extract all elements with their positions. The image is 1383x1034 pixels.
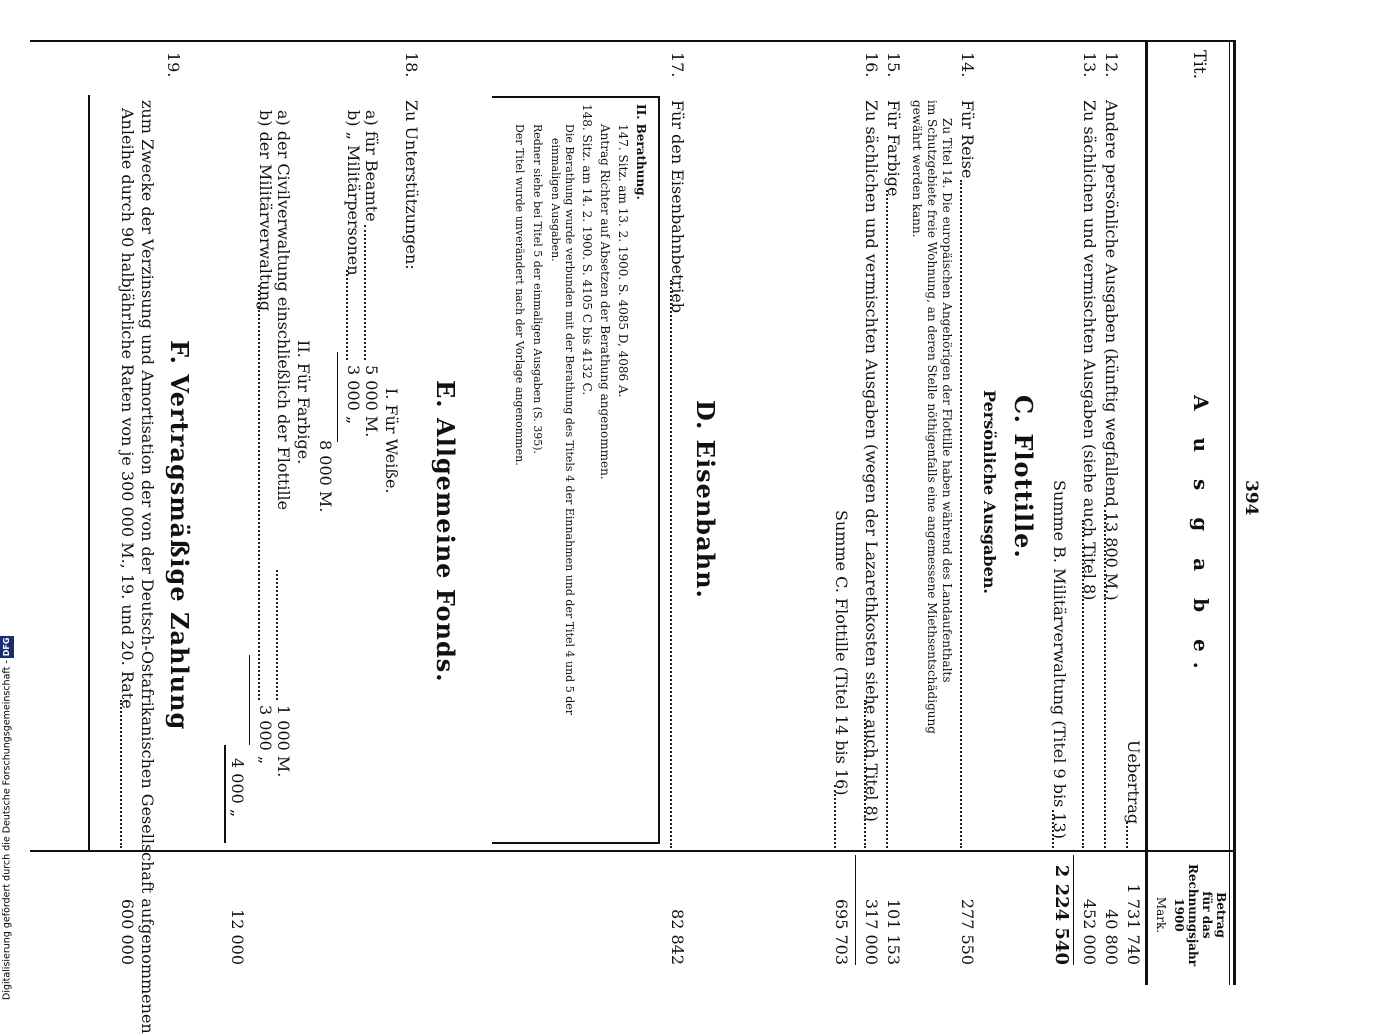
entry-14-text: Für Reise (958, 100, 977, 179)
leader-dots (834, 785, 836, 848)
entry-17-text: Für den Eisenbahnbetrieb (668, 100, 687, 314)
entry-18-d-label: b) der Militärverwaltung (256, 110, 275, 312)
col-header-tit: Tit. (1189, 50, 1209, 80)
leader-dots (276, 570, 278, 700)
uebertrag-value: 1 731 740 (1124, 883, 1143, 965)
leader-dots (258, 285, 260, 700)
entry-16-value: 317 000 (862, 898, 881, 965)
sum-b-text: Summe B. Militärverwaltung (Titel 9 bis 13) (1050, 480, 1069, 839)
bottom-rule (88, 95, 90, 850)
entry-18-a-value: 5 000 M. (362, 365, 381, 438)
leader-dots (1082, 520, 1084, 848)
sum-b-value: 2 224 540 (1051, 864, 1072, 965)
entry-18-number: 18. (402, 52, 421, 78)
entry-14-note-3: gewährt werden kann. (910, 100, 924, 238)
top-border (1233, 40, 1236, 985)
col-header-amount-1: Betrag (1214, 892, 1228, 938)
section-d-title: D. Eisenbahn. (691, 400, 720, 599)
entry-13-value: 452 000 (1080, 898, 1099, 965)
section-f-title: F. Vertragsmäßige Zahlung (165, 340, 194, 731)
entry-12-value: 40 800 (1102, 909, 1121, 965)
leader-dots (1126, 822, 1128, 848)
entry-18-a-label: a) für Beamte (362, 110, 381, 222)
uebertrag-label: Uebertrag (1124, 740, 1143, 825)
section-c-subtitle: Persönliche Ausgaben. (980, 390, 999, 594)
entry-18-group-1-sum: 8 000 M. (316, 440, 335, 513)
deliberation-line-4: Die Berathung wurde verbunden mit der Berathung des Titels 4 der Einnahmen und der Titel 4 und 5 der (563, 124, 576, 716)
entry-17-value: 82 842 (668, 909, 687, 965)
section-e-title: E. Allgemeine Fonds. (431, 380, 460, 683)
entry-18-b-label: b) „ Militärpersonen (344, 110, 363, 276)
entry-15-value: 101 153 (884, 898, 903, 965)
leader-dots (364, 225, 366, 360)
col-header-amount-3: Rechnungsjahr (1186, 863, 1200, 967)
col-header-ausgabe: A u s g a b e. (1189, 395, 1213, 679)
tit-column-rule (30, 40, 1236, 42)
col-header-amount-2: für das (1200, 891, 1214, 939)
top-border-thin (1229, 40, 1230, 985)
group-1-rule (337, 352, 338, 442)
leader-dots (670, 280, 672, 848)
amount-column-rule (30, 850, 1236, 852)
deliberation-line-5: einmaligen Ausgaben. (549, 138, 562, 262)
entry-19-text-1: zum Zwecke der Verzinsung und Amortisation der von der Deutsch-Ostafrikanischen Gesellschaft aufgenommenen (138, 100, 157, 1034)
entry-15-text: Für Farbige (884, 100, 903, 197)
deliberation-line-1: 147. Sitz. am 13. 2. 1900. S. 4085 D, 4086 A. (616, 124, 630, 398)
deliberation-line-2: Antrag Richter auf Absetzen der Berathung angenommen. (598, 124, 612, 480)
credit-text: Digitalisierung gefördert durch die Deutsche Forschungsgemeinschaft - (1, 660, 13, 1000)
dfg-logo: DFG (0, 636, 14, 659)
group-2-rule (249, 655, 250, 745)
leader-dots (864, 700, 866, 848)
sum-c-text: Summe C. Flottille (Titel 14 bis 16) (832, 510, 851, 796)
sum-c-rule (855, 855, 856, 965)
page-number: 394 (1241, 480, 1261, 516)
deliberation-line-6: Redner siehe bei Titel 5 der einmaligen Ausgaben (S. 395). (531, 124, 544, 454)
rotated-document-page (30, 0, 1280, 1034)
entry-18-d-value: 3 000 „ (256, 705, 275, 765)
section-c-title: C. Flottille. (1009, 395, 1038, 559)
entry-13-text: Zu sächlichen und vermischten Ausgaben (siehe auch Titel 8) (1080, 100, 1099, 601)
entry-13-number: 13. (1080, 52, 1099, 78)
leader-dots (960, 180, 962, 848)
leader-dots (1104, 505, 1106, 848)
entry-14-value: 277 550 (958, 898, 977, 965)
entry-15-number: 15. (884, 52, 903, 78)
entry-12-number: 12. (1102, 52, 1121, 78)
entry-18-text: Zu Unterstützungen: (402, 100, 421, 270)
entry-18-c-label: a) der Civilverwaltung einschließlich der Flottille (274, 110, 293, 511)
leader-dots (120, 700, 122, 848)
entry-18-b-value: 3 000 „ (344, 365, 363, 425)
deliberation-title: II. Berathung. (634, 104, 648, 200)
sum-b-rule (1073, 855, 1074, 965)
entry-18-group-2-sum: 4 000 „ (228, 758, 247, 818)
leader-dots (346, 270, 348, 360)
entry-18-rule (224, 745, 226, 843)
header-rule (1145, 40, 1148, 985)
entry-18-group-1: I. Für Weiße. (382, 388, 401, 494)
col-header-amount-4: 1900 (1172, 898, 1186, 932)
entry-18-c-value: 1 000 M. (274, 705, 293, 778)
entry-14-number: 14. (958, 52, 977, 78)
entry-19-text-2: Anleihe durch 90 halbjährliche Raten von je 300 000 M., 19. und 20. Rate (118, 108, 137, 709)
entry-17-number: 17. (668, 52, 687, 78)
entry-18-group-2: II. Für Farbige. (294, 340, 313, 465)
col-header-unit: Mark. (1154, 896, 1168, 934)
deliberation-line-3: 148. Sitz. am 14. 2. 1900. S. 4105 C bis 4132 C. (580, 104, 594, 396)
sum-c-value: 695 703 (832, 898, 851, 965)
entry-14-note-1: Zu Titel 14. Die europäischen Angehörigen der Flottille haben während des Landaufenthalts (940, 118, 954, 683)
entry-19-number: 19. (164, 52, 183, 78)
leader-dots (886, 190, 888, 848)
entry-16-number: 16. (862, 52, 881, 78)
deliberation-line-7: Der Titel wurde unverändert nach der Vorlage angenommen. (513, 124, 526, 466)
entry-19-value: 600 000 (118, 898, 137, 965)
entry-16-text: Zu sächlichen und vermischten Ausgaben (wegen der Lazarethkosten siehe auch Titel 8) (862, 100, 881, 822)
entry-12-text: Andere persönliche Ausgaben (künftig wegfallend 13 800 M.) (1102, 100, 1121, 601)
entry-14-note-2: im Schutzgebiete freie Wohnung, an deren Stelle nöthigenfalls eine angemessene Miethsentschädigung (925, 100, 939, 734)
entry-18-value: 12 000 (228, 909, 247, 965)
leader-dots (1052, 810, 1054, 848)
digitization-credit (0, 0, 14, 1000)
